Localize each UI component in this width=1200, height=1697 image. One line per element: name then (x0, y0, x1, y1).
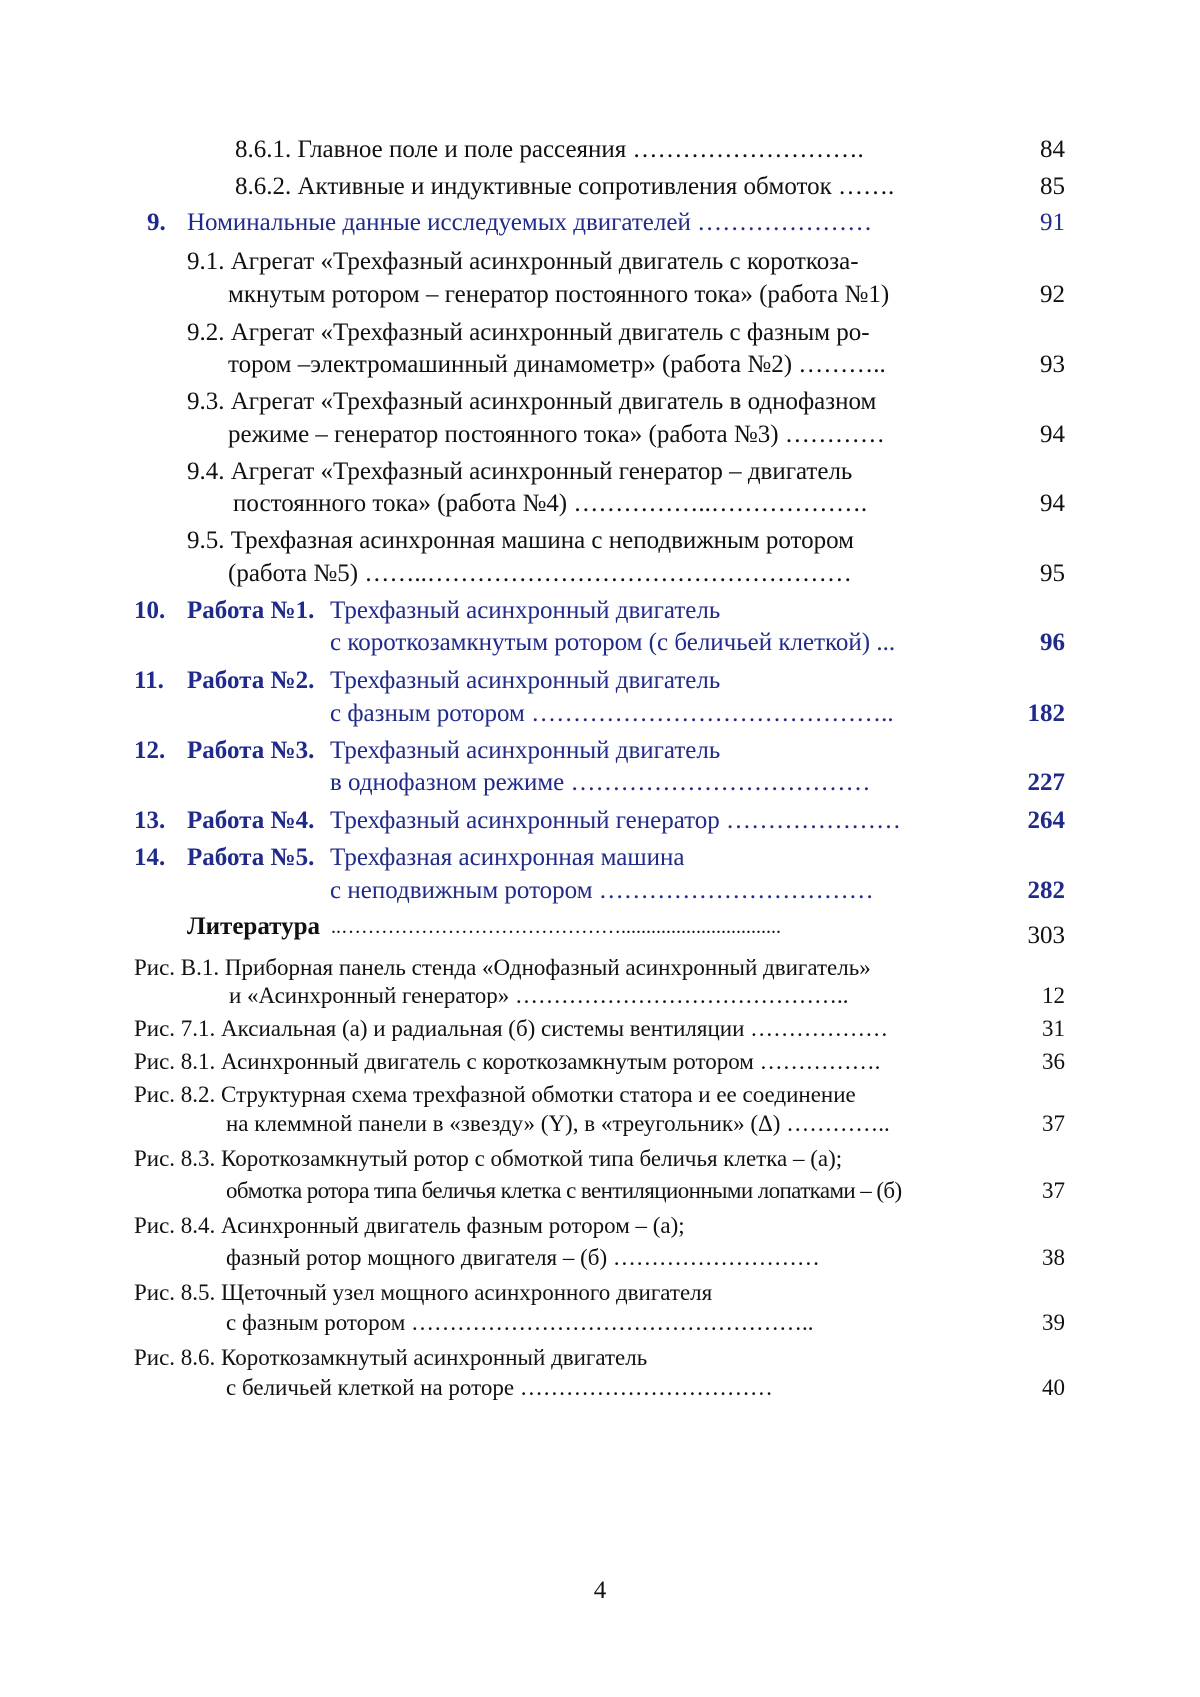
toc-section-13-label: Работа №4. (187, 807, 315, 834)
toc-section-13-number: 13. (134, 807, 166, 834)
figure-page-8-3: 37 (1042, 1178, 1065, 1203)
figure-entry-8-2-line1: Рис. 8.2. Структурная схема трехфазной обмотки статора и ее соединение (134, 1082, 856, 1107)
toc-section-11-page: 182 (1027, 700, 1065, 727)
figure-entry-8-3-line2: обмотка ротора типа беличья клетка с вентиляционными лопатками – (б) (226, 1178, 902, 1203)
figure-page-8-4: 38 (1042, 1245, 1065, 1270)
toc-section-10-label: Работа №1. (187, 597, 315, 624)
toc-page-8-6-2: 85 (1040, 173, 1065, 200)
toc-literature-dots: ..……………………………………................................ (331, 916, 781, 938)
toc-literature-label: Литература (187, 913, 321, 940)
figure-page-b1: 12 (1042, 983, 1065, 1008)
toc-section-10-number: 10. (134, 597, 166, 624)
toc-page-8-6-1: 84 (1040, 136, 1065, 163)
toc-entry-9-3-line1: 9.3. Агрегат «Трехфазный асинхронный двигатель в однофазном (187, 388, 877, 415)
toc-section-13-title: Трехфазный асинхронный генератор ………………… (330, 807, 902, 834)
toc-section-10-page: 96 (1040, 629, 1065, 656)
toc-section-14-label: Работа №5. (187, 844, 315, 871)
toc-section-12-title-line1: Трехфазный асинхронный двигатель (330, 737, 721, 764)
figure-entry-7-1: Рис. 7.1. Аксиальная (а) и радиальная (б) системы вентиляции ……………… (134, 1016, 889, 1041)
toc-section-13-page: 264 (1027, 807, 1065, 834)
toc-entry-9-1-line2: мкнутым ротором – генератор постоянного тока» (работа №1) (228, 281, 890, 308)
toc-literature-page: 303 (1027, 922, 1065, 949)
toc-entry-9-3-line2: режиме – генератор постоянного тока» (работа №3) ………… (228, 421, 885, 448)
toc-entry-9-4-line1: 9.4. Агрегат «Трехфазный асинхронный генератор – двигатель (187, 458, 853, 485)
figure-entry-8-1: Рис. 8.1. Асинхронный двигатель с короткозамкнутым ротором ……………. (134, 1049, 881, 1074)
toc-section-9-page: 91 (1040, 209, 1065, 236)
toc-section-9-number: 9. (147, 209, 166, 236)
toc-section-10-title-line2: с короткозамкнутым ротором (с беличьей клеткой) ... (330, 629, 896, 656)
toc-section-12-page: 227 (1027, 769, 1065, 796)
figure-entry-8-4-line1: Рис. 8.4. Асинхронный двигатель фазным ротором – (а); (134, 1213, 685, 1238)
toc-page-9-2: 93 (1040, 351, 1065, 378)
toc-section-11-label: Работа №2. (187, 667, 315, 694)
toc-entry-9-2-line2: тором –электромашинный динамометр» (работа №2) ……….. (228, 351, 886, 378)
toc-section-14-number: 14. (134, 844, 166, 871)
toc-section-11-number: 11. (134, 667, 164, 694)
toc-page-9-5: 95 (1040, 560, 1065, 587)
toc-section-14-page: 282 (1027, 877, 1065, 904)
toc-section-11-title-line2: с фазным ротором …………………………………….. (330, 700, 894, 727)
toc-section-9-title: Номинальные данные исследуемых двигателей ………………… (187, 209, 873, 236)
toc-entry-9-2-line1: 9.2. Агрегат «Трехфазный асинхронный двигатель с фазным ро- (187, 319, 870, 346)
figure-entry-b1-line1: Рис. В.1. Приборная панель стенда «Однофазный асинхронный двигатель» (134, 955, 871, 980)
toc-section-11-title-line1: Трехфазный асинхронный двигатель (330, 667, 721, 694)
figure-entry-b1-line2: и «Асинхронный генератор» …………………………………….. (229, 983, 849, 1008)
toc-section-12-label: Работа №3. (187, 737, 315, 764)
figure-entry-8-6-line2: с беличьей клеткой на роторе …………………………… (226, 1375, 773, 1400)
figure-page-7-1: 31 (1042, 1016, 1065, 1041)
page-number: 4 (593, 1577, 607, 1604)
figure-entry-8-5-line1: Рис. 8.5. Щеточный узел мощного асинхронного двигателя (134, 1280, 713, 1305)
figure-entry-8-3-line1: Рис. 8.3. Короткозамкнутый ротор с обмоткой типа беличья клетка – (а); (134, 1146, 843, 1171)
toc-entry-9-1-line1: 9.1. Агрегат «Трехфазный асинхронный двигатель с короткоза- (187, 248, 859, 275)
toc-section-12-title-line2: в однофазном режиме ……………………………… (330, 769, 871, 796)
toc-page-9-3: 94 (1040, 421, 1065, 448)
figure-page-8-1: 36 (1042, 1049, 1065, 1074)
toc-section-12-number: 12. (134, 737, 166, 764)
figure-entry-8-4-line2: фазный ротор мощного двигателя – (б) ……………………… (226, 1245, 820, 1270)
toc-page-9-4: 94 (1040, 490, 1065, 517)
figure-page-8-6: 40 (1042, 1375, 1065, 1400)
figure-entry-8-2-line2: на клеммной панели в «звезду» (Y), в «треугольник» (Δ) ………….. (226, 1111, 890, 1136)
toc-entry-8-6-2: 8.6.2. Активные и индуктивные сопротивления обмоток ……. (235, 173, 895, 200)
figure-page-8-2: 37 (1042, 1111, 1065, 1136)
figure-entry-8-5-line2: с фазным ротором …………………………………………….. (226, 1310, 814, 1335)
figure-page-8-5: 39 (1042, 1310, 1065, 1335)
toc-section-14-title-line2: с неподвижным ротором …………………………… (330, 877, 874, 904)
figure-entry-8-6-line1: Рис. 8.6. Короткозамкнутый асинхронный двигатель (134, 1345, 648, 1370)
toc-entry-9-4-line2: постоянного тока» (работа №4) ……………..………………. (233, 490, 868, 517)
toc-entry-8-6-1: 8.6.1. Главное поле и поле рассеяния ………………………. (235, 136, 864, 163)
toc-section-14-title-line1: Трехфазная асинхронная машина (330, 844, 685, 871)
toc-entry-9-5-line1: 9.5. Трехфазная асинхронная машина с неподвижным ротором (187, 527, 854, 554)
toc-section-10-title-line1: Трехфазный асинхронный двигатель (330, 597, 721, 624)
toc-page-9-1: 92 (1040, 281, 1065, 308)
toc-entry-9-5-line2: (работа №5) ……..…………………………………………… (228, 560, 852, 587)
